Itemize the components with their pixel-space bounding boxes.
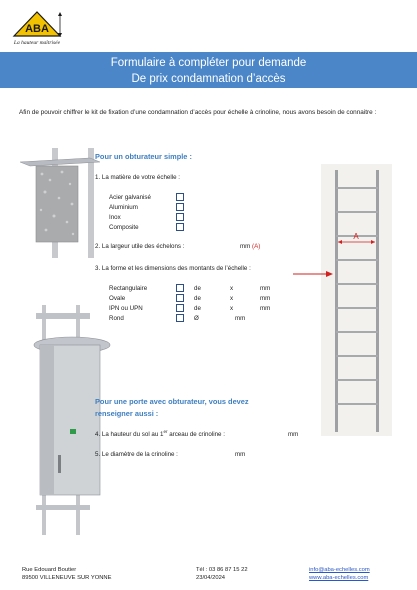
q2-ref-a: (A) (252, 243, 261, 250)
footer-date: 23/04/2024 (196, 574, 226, 581)
question-5-unit: mm (235, 451, 246, 458)
red-arrow-icon (293, 265, 333, 273)
title-line-2: De prix condamnation d’accès (131, 73, 286, 85)
material-label-2: Inox (109, 214, 121, 221)
footer-address-line-2: 89500 VILLENEUVE SUR YONNE (22, 574, 112, 581)
question-2-unit (240, 242, 260, 251)
shape-checkbox-1[interactable] (176, 294, 184, 302)
question-2: 2. La largeur utile des échelons : (95, 243, 185, 250)
q2-unit-text: mm (240, 243, 251, 250)
shape-de-2: de (194, 305, 201, 312)
shape-label-2: IPN ou UPN (109, 305, 143, 312)
q2-input[interactable] (200, 250, 236, 251)
shape-de-0: de (194, 285, 201, 292)
material-checkbox-3[interactable] (176, 223, 184, 231)
section-title-door (95, 396, 249, 420)
door-title-line-2: renseigner aussi : (95, 409, 159, 418)
footer-address (22, 567, 111, 582)
footer-email-link[interactable]: info@aba-echelles.com (309, 567, 370, 573)
shape-mm-0: mm (260, 285, 271, 292)
ladder-photo (321, 164, 392, 436)
q4-superscript: er (163, 428, 168, 434)
footer-links (309, 567, 370, 582)
question-5: 5. Le diamètre de la crinoline : (95, 451, 178, 458)
logo-tagline: La hauteur maîtrisée (13, 40, 61, 46)
shape-mm-2: mm (260, 305, 271, 312)
material-label-1: Aluminium (109, 204, 138, 211)
shape-label-0: Rectangulaire (109, 285, 148, 292)
section-title-simple: Pour un obturateur simple : (95, 152, 192, 161)
q4-text-end: arceau de crinoline : (167, 431, 225, 438)
title-banner (0, 52, 417, 88)
door-title-line-1: Pour une porte avec obturateur, vous devez (95, 397, 249, 406)
shape-mm-1: mm (260, 295, 271, 302)
q4-text: 4. La hauteur du sol au 1 (95, 431, 164, 438)
footer-contact (196, 567, 248, 582)
shape-mm-3: mm (235, 315, 246, 322)
question-4 (95, 430, 225, 439)
door-shutter-photo (28, 305, 113, 535)
material-checkbox-0[interactable] (176, 193, 184, 201)
material-checkbox-2[interactable] (176, 213, 184, 221)
shape-de-3: Ø (194, 315, 199, 322)
material-checkbox-1[interactable] (176, 203, 184, 211)
intro-paragraph: Afin de pouvoir chiffrer le kit de fixation d’une condamnation d’accès pour échelle à crinoline, nous avons besoin de connaitre : (19, 109, 377, 116)
shape-label-1: Ovale (109, 295, 126, 302)
shape-x-1: x (230, 295, 234, 302)
shape-label-3: Rond (109, 315, 124, 322)
question-4-unit: mm (288, 431, 299, 438)
company-logo (10, 9, 65, 47)
width-label-a: A (353, 232, 359, 241)
logo-brand-text: ABA (25, 23, 49, 35)
shape-x-0: x (230, 285, 234, 292)
material-label-3: Composite (109, 224, 139, 231)
footer-address-line-1: Rue Edouard Boutier (22, 567, 77, 573)
shape-de-1: de (194, 295, 201, 302)
question-1: 1. La matière de votre échelle : (95, 174, 180, 181)
footer-website-link[interactable]: www.aba-echelles.com (309, 574, 369, 581)
footer-phone: Tél : 03 86 87 15 22 (196, 567, 248, 573)
shape-checkbox-0[interactable] (176, 284, 184, 292)
shape-x-2: x (230, 305, 234, 312)
title-line-1: Formulaire à compléter pour demande (110, 57, 307, 69)
material-label-0: Acier galvanisé (109, 194, 151, 201)
shape-checkbox-2[interactable] (176, 304, 184, 312)
shape-checkbox-3[interactable] (176, 314, 184, 322)
question-3: 3. La forme et les dimensions des montants de l’échelle : (95, 265, 251, 272)
simple-shutter-photo (12, 148, 107, 258)
